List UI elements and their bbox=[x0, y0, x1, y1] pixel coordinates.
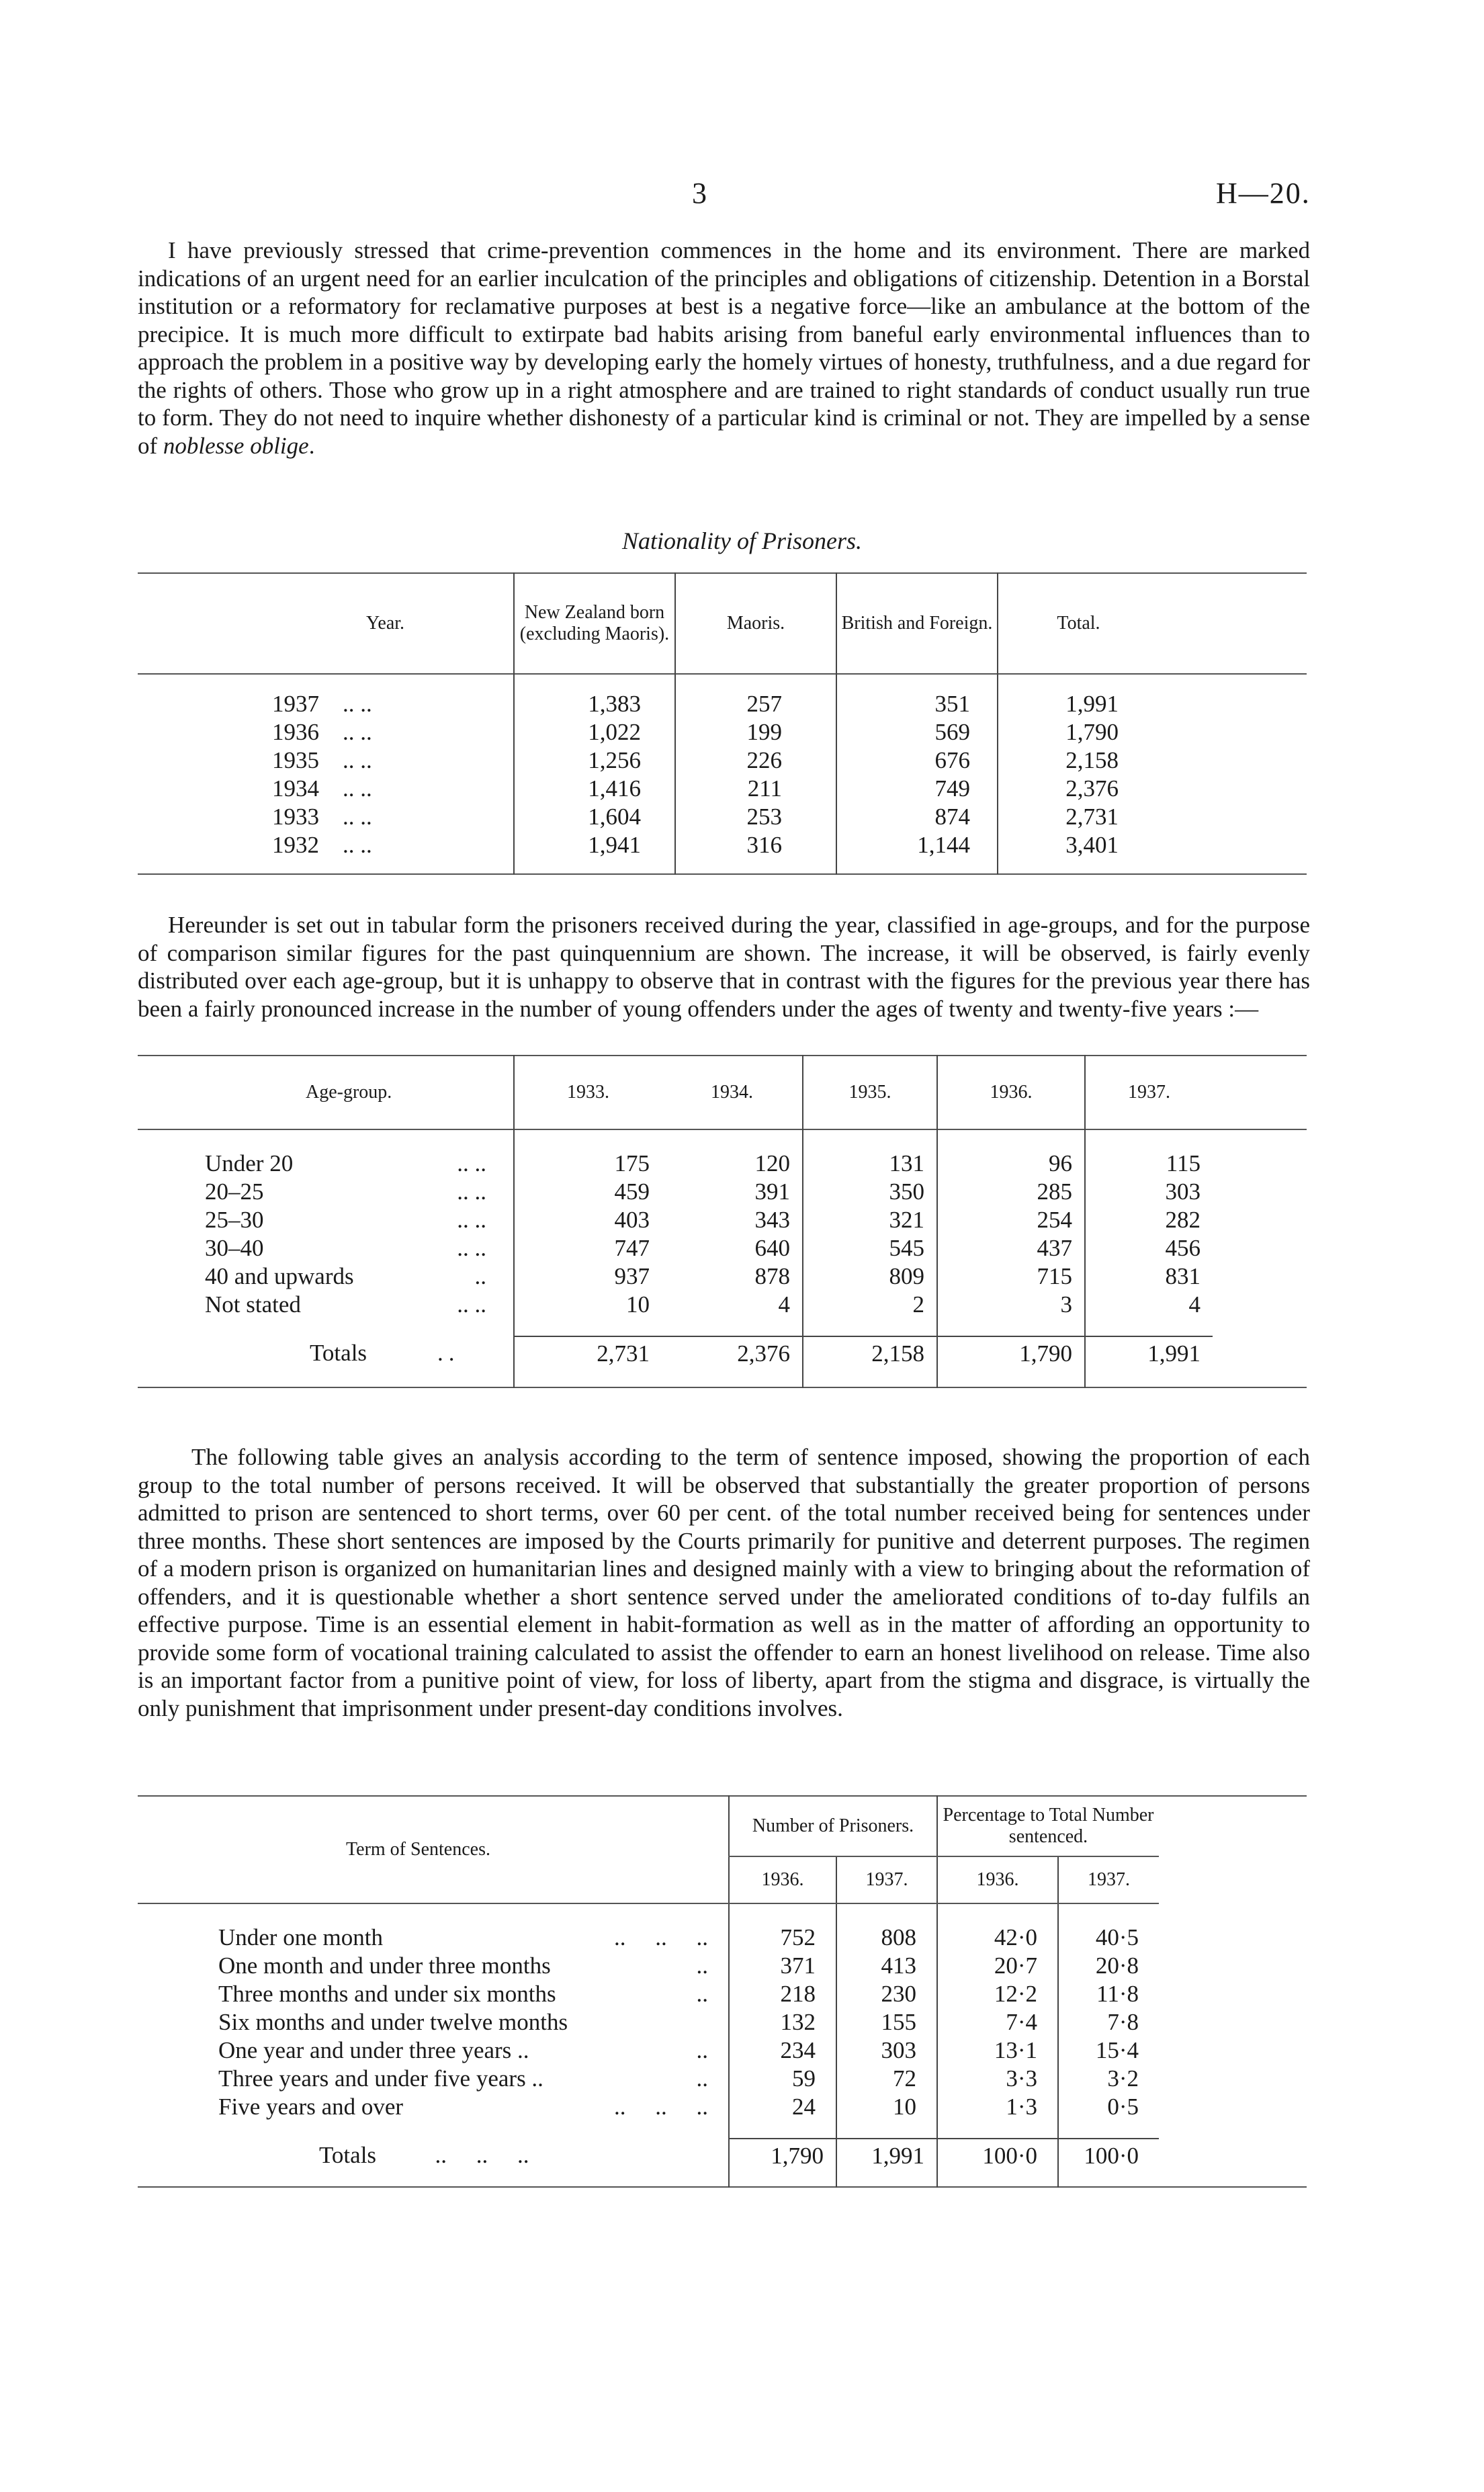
table-row bbox=[138, 1206, 1307, 1234]
term-cell bbox=[138, 2036, 729, 2065]
leader-dots: .. .. bbox=[457, 1178, 486, 1205]
table-row bbox=[138, 1178, 1307, 1206]
age-group-cell bbox=[138, 1178, 514, 1206]
year-cell bbox=[138, 775, 514, 803]
value-1937: 4 bbox=[1085, 1291, 1213, 1319]
age-group-table bbox=[138, 1055, 1307, 1388]
percent-1936-cell: 12·2 bbox=[937, 1980, 1058, 2008]
col-header-1937: 1937. bbox=[1085, 1056, 1213, 1129]
table-header-row bbox=[138, 573, 1307, 674]
year-cell bbox=[138, 831, 514, 859]
age-group-cell bbox=[138, 1291, 514, 1319]
leader-dots: .. .. bbox=[343, 691, 372, 717]
value-1935: 2 bbox=[803, 1291, 937, 1319]
total-cell: 1,991 bbox=[998, 690, 1159, 718]
total-1936: 1,790 bbox=[937, 1336, 1085, 1370]
col-header-1935: 1935. bbox=[803, 1056, 937, 1129]
age-group-cell bbox=[138, 1234, 514, 1262]
year-label: 1932 bbox=[272, 832, 319, 858]
number-1936-cell: 132 bbox=[729, 2008, 836, 2036]
leader-dots: .. bbox=[696, 2065, 708, 2092]
col-header-number-1936: 1936. bbox=[729, 1856, 836, 1903]
leader-dots: .. .. .. bbox=[614, 1924, 708, 1950]
leader-dots: .. bbox=[696, 2037, 708, 2063]
number-1936-cell: 752 bbox=[729, 1924, 836, 1952]
totals-label: Totals bbox=[310, 1340, 367, 1366]
term-cell bbox=[138, 2093, 729, 2121]
value-1936: 437 bbox=[937, 1234, 1085, 1262]
total-number-1937: 1,991 bbox=[836, 2139, 937, 2172]
value-1934: 391 bbox=[754, 1178, 790, 1205]
percent-1937-cell: 20·8 bbox=[1058, 1952, 1159, 1980]
col-header-total: Total. bbox=[998, 573, 1159, 674]
british-foreign-cell: 1,144 bbox=[836, 831, 998, 859]
value-1935: 545 bbox=[803, 1234, 937, 1262]
term-label: One year and under three years .. bbox=[218, 2037, 529, 2063]
value-1934: 4 bbox=[778, 1291, 790, 1318]
value-1937: 831 bbox=[1085, 1262, 1213, 1291]
value-1933: 10 bbox=[514, 1291, 662, 1319]
term-label: Three years and under five years .. bbox=[218, 2065, 543, 2092]
total-1935: 2,158 bbox=[803, 1336, 937, 1370]
year-label: 1934 bbox=[272, 775, 319, 802]
maoris-cell: 226 bbox=[675, 746, 836, 775]
british-foreign-cell: 749 bbox=[836, 775, 998, 803]
totals-label: Totals bbox=[319, 2142, 377, 2168]
number-1937-cell: 303 bbox=[836, 2036, 937, 2065]
col-header-1936: 1936. bbox=[937, 1056, 1085, 1129]
age-group-label: 20–25 bbox=[205, 1178, 264, 1205]
leader-dots: .. .. bbox=[457, 1150, 486, 1176]
col-header-number-of-prisoners: Number of Prisoners. bbox=[729, 1796, 937, 1856]
leader-dots: .. bbox=[437, 1340, 460, 1366]
total-1934: 2,376 bbox=[662, 1336, 803, 1370]
total-cell: 1,790 bbox=[998, 718, 1159, 746]
leader-dots: .. .. bbox=[457, 1207, 486, 1233]
sentence-term-table bbox=[138, 1795, 1307, 2188]
number-1936-cell: 234 bbox=[729, 2036, 836, 2065]
leader-dots: .. .. bbox=[343, 775, 372, 802]
value-1933: 403 bbox=[514, 1206, 662, 1234]
year-cell bbox=[138, 690, 514, 718]
leader-dots: .. .. bbox=[343, 747, 372, 773]
percent-1937-cell: 3·2 bbox=[1058, 2065, 1159, 2093]
total-1933: 2,731 bbox=[514, 1336, 662, 1370]
percent-1936-cell: 7·4 bbox=[937, 2008, 1058, 2036]
leader-dots: .. .. bbox=[343, 804, 372, 830]
table-header-row bbox=[138, 1056, 1307, 1129]
maoris-cell: 211 bbox=[675, 775, 836, 803]
value-1936: 3 bbox=[937, 1291, 1085, 1319]
maoris-cell: 257 bbox=[675, 690, 836, 718]
nationality-table bbox=[138, 572, 1307, 875]
table-row bbox=[138, 1234, 1307, 1262]
paragraph-text: I have previously stressed that crime-prevention commences in the home and its environment. There are marked indications of an urgent need for an earlier inculcation of the principles and obligations of citizenship. Detention in a Borstal institution or a reformatory for reclamative purposes at best is a negative force—like an ambulance at the bottom of the precipice. It is much more difficult to extirpate bad habits arising from baneful early environmental influences than to approach the problem in a positive way by developing early the homely virtues of honesty, truthfulness, and a due regard for the rights of others. Those who grow up in a right atmosphere and are trained to right standards of conduct usually run true to form. They do not need to inquire whether dishonesty of a particular kind is criminal or not. They are impelled by a sense of bbox=[138, 237, 1310, 459]
total-1937: 1,991 bbox=[1085, 1336, 1213, 1370]
value-1934: 120 bbox=[754, 1150, 790, 1176]
table-row bbox=[138, 1262, 1307, 1291]
table-row bbox=[138, 803, 1307, 831]
value-1937: 456 bbox=[1085, 1234, 1213, 1262]
term-label: Five years and over bbox=[218, 2094, 404, 2120]
number-1936-cell: 371 bbox=[729, 1952, 836, 1980]
totals-row bbox=[138, 2139, 1307, 2172]
col-header-percent-1937: 1937. bbox=[1058, 1856, 1159, 1903]
total-number-1936: 1,790 bbox=[729, 2139, 836, 2172]
col-header-number-1937: 1937. bbox=[836, 1856, 937, 1903]
age-group-cell bbox=[138, 1150, 514, 1178]
table-row bbox=[138, 775, 1307, 803]
table-row bbox=[138, 831, 1307, 859]
percent-1937-cell: 0·5 bbox=[1058, 2093, 1159, 2121]
term-cell bbox=[138, 2008, 729, 2036]
term-label: Three months and under six months bbox=[218, 1981, 556, 2007]
percent-1936-cell: 20·7 bbox=[937, 1952, 1058, 1980]
nz-born-cell: 1,022 bbox=[514, 718, 675, 746]
table-row bbox=[138, 2008, 1307, 2036]
percent-1937-cell: 7·8 bbox=[1058, 2008, 1159, 2036]
value-1935: 809 bbox=[803, 1262, 937, 1291]
year-label: 1936 bbox=[272, 719, 319, 745]
col-header-1933: 1933. bbox=[514, 1056, 662, 1129]
value-1933: 937 bbox=[514, 1262, 662, 1291]
col-header-percentage: Percentage to Total Number sentenced. bbox=[937, 1796, 1159, 1856]
col-header-age-group: Age-group. bbox=[306, 1082, 392, 1103]
value-1937: 115 bbox=[1085, 1150, 1213, 1178]
nz-born-cell: 1,416 bbox=[514, 775, 675, 803]
total-percent-1936: 100·0 bbox=[937, 2139, 1058, 2172]
leader-dots: .. .. bbox=[457, 1291, 486, 1318]
year-label: 1935 bbox=[272, 747, 319, 773]
number-1937-cell: 413 bbox=[836, 1952, 937, 1980]
maoris-cell: 253 bbox=[675, 803, 836, 831]
total-cell: 2,376 bbox=[998, 775, 1159, 803]
british-foreign-cell: 351 bbox=[836, 690, 998, 718]
value-1936: 715 bbox=[937, 1262, 1085, 1291]
table-row bbox=[138, 1980, 1307, 2008]
number-1936-cell: 218 bbox=[729, 1980, 836, 2008]
total-percent-1937: 100·0 bbox=[1058, 2139, 1159, 2172]
year-cell bbox=[138, 803, 514, 831]
percent-1937-cell: 15·4 bbox=[1058, 2036, 1159, 2065]
age-group-cell bbox=[138, 1206, 514, 1234]
table-row bbox=[138, 1952, 1307, 1980]
paragraph-crime-prevention bbox=[138, 237, 1310, 460]
number-1937-cell: 230 bbox=[836, 1980, 937, 2008]
document-reference: H—20. bbox=[1216, 177, 1311, 210]
leader-dots: .. .. bbox=[457, 1235, 486, 1261]
value-1933: 175 bbox=[514, 1150, 662, 1178]
paragraph-sentences: The following table gives an analysis according to the term of sentence imposed, showing the proportion of each group to the total number of persons received. It will be observed that substantially the greater proportion of persons admitted to prison are sentenced to short terms, over 60 per cent. of the total number received being for sentences under three months. These short sentences are imposed by the Courts primarily for punitive and deterrent purposes. The regimen of a modern prison is organized on humanitarian lines and designed mainly with a view to bringing about the reformation of offenders, and it is questionable whether a short sentence served under the ameliorated conditions of to-day fulfils an effective purpose. Time is an essential element in habit-formation as well as in the matter of affording an opportunity to provide some form of vocational training calculated to assist the offender to earn an honest livelihood on release. Time also is an important factor from a punitive point of view, for loss of liberty, apart from the stigma and disgrace, is virtually the only punishment that imprisonment under present-day conditions involves. bbox=[138, 1444, 1310, 1721]
value-1934: 878 bbox=[754, 1263, 790, 1289]
age-group-label: 25–30 bbox=[205, 1207, 264, 1233]
value-1936: 96 bbox=[937, 1150, 1085, 1178]
col-header-maoris: Maoris. bbox=[726, 613, 785, 634]
percent-1936-cell: 1·3 bbox=[937, 2093, 1058, 2121]
table-row bbox=[138, 1291, 1307, 1319]
paragraph-end: . bbox=[308, 432, 315, 459]
table-row bbox=[138, 718, 1307, 746]
italic-phrase: noblesse oblige bbox=[163, 432, 309, 459]
value-1937: 282 bbox=[1085, 1206, 1213, 1234]
term-cell bbox=[138, 1952, 729, 1980]
total-cell: 2,731 bbox=[998, 803, 1159, 831]
british-foreign-cell: 874 bbox=[836, 803, 998, 831]
leader-dots: .. .. bbox=[343, 719, 372, 745]
value-1936: 254 bbox=[937, 1206, 1085, 1234]
table-row bbox=[138, 746, 1307, 775]
age-group-label: 40 and upwards bbox=[205, 1263, 354, 1289]
year-cell bbox=[138, 746, 514, 775]
value-1936: 285 bbox=[937, 1178, 1085, 1206]
number-1937-cell: 10 bbox=[836, 2093, 937, 2121]
maoris-cell: 199 bbox=[675, 718, 836, 746]
age-group-label: Not stated bbox=[205, 1291, 301, 1318]
value-1935: 350 bbox=[803, 1178, 937, 1206]
total-cell: 3,401 bbox=[998, 831, 1159, 859]
maoris-cell: 316 bbox=[675, 831, 836, 859]
term-cell bbox=[138, 2065, 729, 2093]
term-label: Six months and under twelve months bbox=[218, 2009, 568, 2035]
table-row bbox=[138, 2036, 1307, 2065]
number-1936-cell: 59 bbox=[729, 2065, 836, 2093]
year-label: 1933 bbox=[272, 804, 319, 830]
percent-1936-cell: 42·0 bbox=[937, 1924, 1058, 1952]
paragraph-age-groups: Hereunder is set out in tabular form the prisoners received during the year, classified in age-groups, and for the purpose of comparison similar figures for the past quinquennium are shown. The increase, it will be observed, is fairly evenly distributed over each age-group, but it is unhappy to observe that in contrast with the figures for the previous year there has been a fairly pronounced increase in the number of young offenders under the ages of twenty and twenty-five years :— bbox=[138, 912, 1310, 1022]
value-1933: 747 bbox=[514, 1234, 662, 1262]
table-row bbox=[138, 2093, 1307, 2121]
table-row bbox=[138, 1150, 1307, 1178]
table-header-row bbox=[138, 1796, 1307, 1856]
leader-dots: .. .. .. bbox=[435, 2142, 529, 2168]
nz-born-cell: 1,604 bbox=[514, 803, 675, 831]
col-header-percent-1936: 1936. bbox=[937, 1856, 1058, 1903]
nz-born-cell: 1,941 bbox=[514, 831, 675, 859]
value-1934: 343 bbox=[754, 1207, 790, 1233]
year-label: 1937 bbox=[272, 691, 319, 717]
term-label: One month and under three months bbox=[218, 1952, 551, 1979]
table-row bbox=[138, 2065, 1307, 2093]
leader-dots: .. bbox=[474, 1263, 486, 1289]
year-cell bbox=[138, 718, 514, 746]
number-1937-cell: 72 bbox=[836, 2065, 937, 2093]
value-1933: 459 bbox=[514, 1178, 662, 1206]
nz-born-cell: 1,256 bbox=[514, 746, 675, 775]
term-cell bbox=[138, 1980, 729, 2008]
leader-dots: .. bbox=[696, 1981, 708, 2007]
number-1937-cell: 155 bbox=[836, 2008, 937, 2036]
col-header-term: Term of Sentences. bbox=[138, 1796, 729, 1903]
table-row bbox=[138, 690, 1307, 718]
value-1935: 321 bbox=[803, 1206, 937, 1234]
percent-1937-cell: 11·8 bbox=[1058, 1980, 1159, 2008]
leader-dots: .. .. bbox=[343, 832, 372, 858]
percent-1937-cell: 40·5 bbox=[1058, 1924, 1159, 1952]
nz-born-cell: 1,383 bbox=[514, 690, 675, 718]
page-number: 3 bbox=[692, 177, 707, 210]
col-header-1934: 1934. bbox=[711, 1082, 753, 1103]
british-foreign-cell: 569 bbox=[836, 718, 998, 746]
number-1936-cell: 24 bbox=[729, 2093, 836, 2121]
table-caption-nationality: Nationality of Prisoners. bbox=[621, 527, 862, 554]
number-1937-cell: 808 bbox=[836, 1924, 937, 1952]
value-1937: 303 bbox=[1085, 1178, 1213, 1206]
age-group-cell bbox=[138, 1262, 514, 1291]
term-cell bbox=[138, 1924, 729, 1952]
col-header-british-foreign: British and Foreign. bbox=[836, 573, 998, 674]
british-foreign-cell: 676 bbox=[836, 746, 998, 775]
value-1934: 640 bbox=[754, 1235, 790, 1261]
col-header-year: Year. bbox=[366, 613, 405, 634]
table-row bbox=[138, 1924, 1307, 1952]
term-label: Under one month bbox=[218, 1924, 383, 1950]
leader-dots: .. .. .. bbox=[614, 2094, 708, 2120]
value-1935: 131 bbox=[803, 1150, 937, 1178]
percent-1936-cell: 13·1 bbox=[937, 2036, 1058, 2065]
total-cell: 2,158 bbox=[998, 746, 1159, 775]
age-group-label: 30–40 bbox=[205, 1235, 264, 1261]
totals-row bbox=[138, 1336, 1307, 1370]
percent-1936-cell: 3·3 bbox=[937, 2065, 1058, 2093]
age-group-label: Under 20 bbox=[205, 1150, 294, 1176]
leader-dots: .. bbox=[696, 1952, 708, 1979]
col-header-nz-born: New Zealand born (excluding Maoris). bbox=[514, 573, 675, 674]
